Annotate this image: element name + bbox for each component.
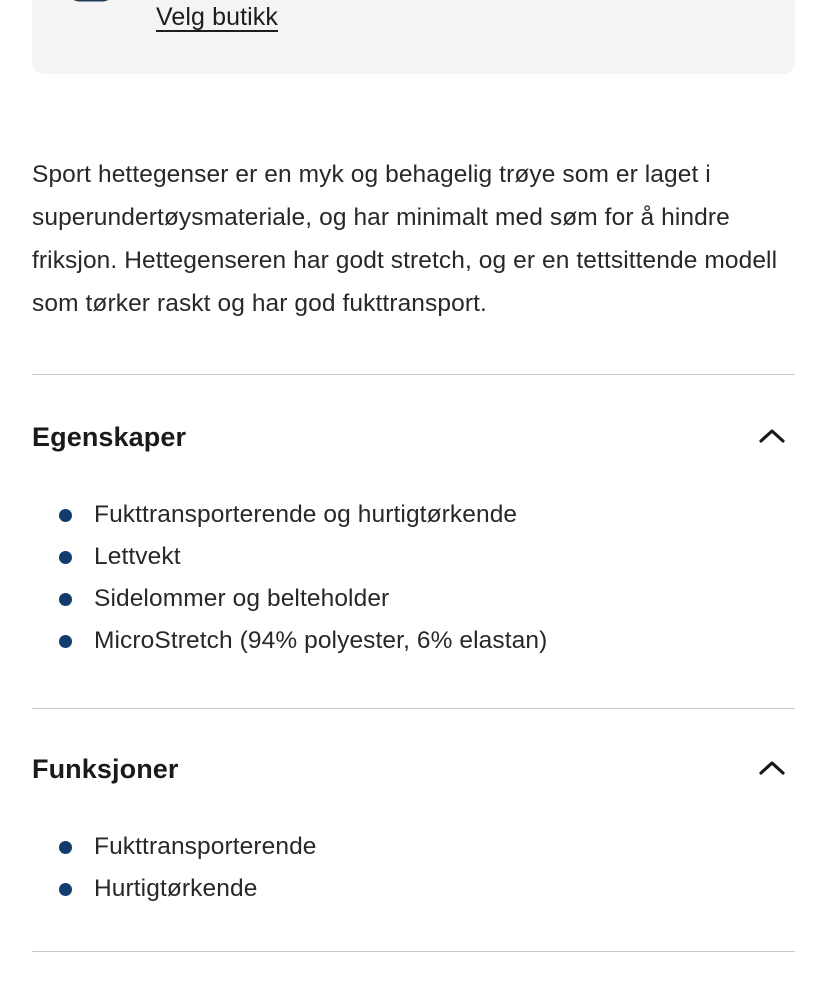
bullet-icon: [59, 883, 72, 896]
list-item-label: Sidelommer og belteholder: [94, 585, 390, 612]
egenskaper-list: [32, 494, 795, 662]
list-item-label: Lettvekt: [94, 543, 181, 570]
chevron-up-icon[interactable]: [751, 748, 793, 790]
store-selector-card[interactable]: [32, 0, 795, 74]
section-egenskaper: [32, 416, 795, 662]
list-item-label: Fukttransporterende: [94, 833, 317, 860]
section-title-egenskaper: Egenskaper: [32, 421, 187, 452]
store-selector-content: [32, 0, 795, 52]
bullet-icon: [59, 551, 72, 564]
bullet-icon: [59, 635, 72, 648]
list-item-label: Fukttransporterende og hurtigtørkende: [94, 501, 518, 528]
store-icon: [68, 0, 114, 26]
list-item: [32, 826, 795, 868]
section-funksjoner: [32, 748, 795, 910]
product-description-text: Sport hettegenser er en myk og behagelig trøye som er laget i superundertøysmateriale, og har minimalt med søm for å hindre friksjon. Hettegenseren har godt stretch, og er en tettsittende modell som tørker raskt og har god fukttransport.: [32, 160, 778, 317]
list-item: [32, 578, 795, 620]
section-header-egenskaper[interactable]: [32, 416, 795, 458]
bullet-icon: [59, 593, 72, 606]
list-item: [32, 868, 795, 910]
select-store-link[interactable]: Velg butikk: [156, 3, 279, 31]
divider-above-egenskaper: [32, 374, 795, 375]
bullet-icon: [59, 509, 72, 522]
bullet-icon: [59, 841, 72, 854]
divider-above-funksjoner: [32, 708, 795, 709]
section-title-funksjoner: Funksjoner: [32, 753, 179, 784]
list-item-label: MicroStretch (94% polyester, 6% elastan): [94, 627, 548, 654]
list-item: [32, 536, 795, 578]
list-item: [32, 494, 795, 536]
list-item: [32, 620, 795, 662]
divider-bottom: [32, 951, 795, 952]
funksjoner-list: [32, 826, 795, 910]
section-header-funksjoner[interactable]: [32, 748, 795, 790]
list-item-label: Hurtigtørkende: [94, 875, 258, 902]
chevron-up-icon[interactable]: [751, 416, 793, 458]
